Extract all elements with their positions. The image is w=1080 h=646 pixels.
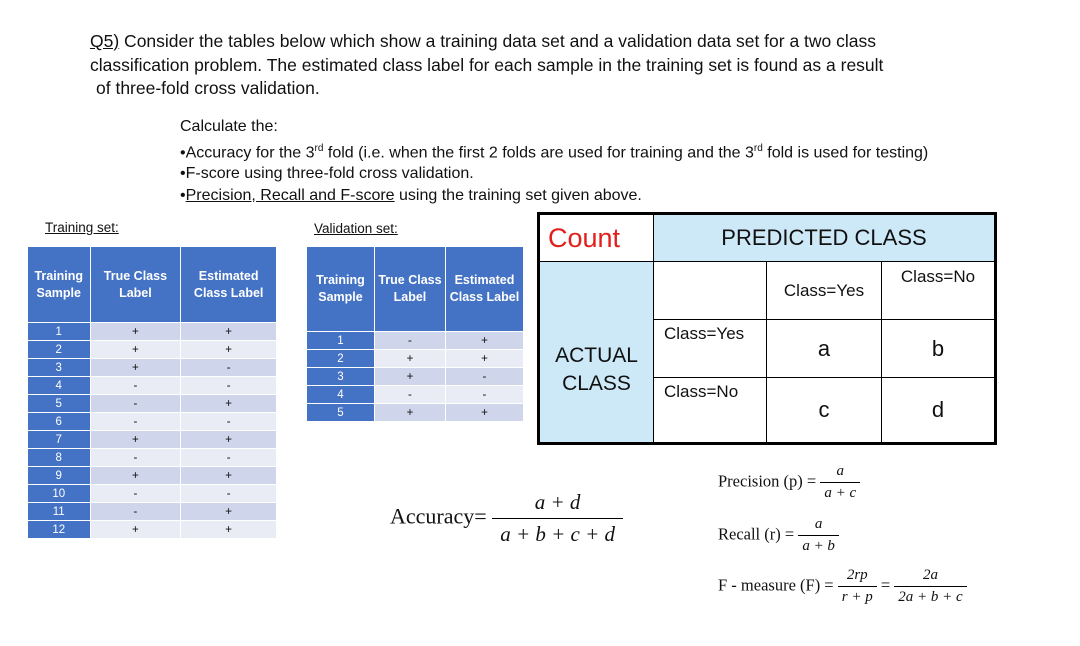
cell-b: b bbox=[882, 320, 996, 378]
predicted-yes-label: Class=Yes bbox=[767, 262, 882, 320]
actual-yes-label: Class=Yes bbox=[654, 320, 767, 378]
training-cell-true: + bbox=[90, 359, 181, 377]
accuracy-formula: Accuracy= $\frac{a + d}{a + b + c + d}$ bbox=[390, 490, 623, 547]
training-row bbox=[28, 395, 277, 413]
cell-c: c bbox=[767, 378, 882, 444]
validation-cell-true: - bbox=[374, 332, 445, 350]
confusion-matrix bbox=[537, 212, 997, 445]
training-cell-estimated: + bbox=[181, 395, 277, 413]
training-cell-sample: 4 bbox=[28, 377, 91, 395]
validation-row bbox=[307, 332, 524, 350]
task-list bbox=[180, 116, 928, 206]
task-bullet-precision: •Precision, Recall and F-score using the training set given above. bbox=[180, 186, 642, 204]
training-cell-estimated: + bbox=[181, 323, 277, 341]
f-measure-formula: F - measure (F) = $\frac{2rp}{r + p}$ = $\frac{2a}{2a + b + c}$ bbox=[718, 567, 967, 606]
accuracy-numerator: a + d bbox=[492, 490, 623, 519]
training-cell-estimated: - bbox=[181, 377, 277, 395]
training-header-estimated: Estimated Class Label bbox=[181, 247, 277, 323]
accuracy-denominator: a + b + c + d bbox=[500, 522, 616, 546]
training-row bbox=[28, 449, 277, 467]
task-bullet-fscore: •F-score using three-fold cross validation. bbox=[180, 165, 474, 183]
training-cell-true: + bbox=[90, 467, 181, 485]
training-cell-estimated: + bbox=[181, 341, 277, 359]
validation-row bbox=[307, 368, 524, 386]
training-cell-estimated: + bbox=[181, 521, 277, 539]
task-bullet-accuracy: •Accuracy for the 3rd fold (i.e. when the first 2 folds are used for training and the 3rd fold is used for testing) bbox=[180, 142, 929, 161]
training-cell-estimated: + bbox=[181, 503, 277, 521]
training-row bbox=[28, 341, 277, 359]
validation-set-caption: Validation set: bbox=[314, 221, 398, 236]
training-cell-estimated: - bbox=[181, 413, 277, 431]
validation-cell-estimated: - bbox=[445, 368, 523, 386]
training-cell-sample: 7 bbox=[28, 431, 91, 449]
validation-row bbox=[307, 386, 524, 404]
training-set-caption: Training set: bbox=[45, 220, 119, 235]
training-row bbox=[28, 377, 277, 395]
validation-cell-true: + bbox=[374, 368, 445, 386]
training-cell-estimated: - bbox=[181, 359, 277, 377]
training-cell-estimated: - bbox=[181, 449, 277, 467]
training-cell-sample: 9 bbox=[28, 467, 91, 485]
training-cell-sample: 1 bbox=[28, 323, 91, 341]
training-cell-sample: 2 bbox=[28, 341, 91, 359]
training-cell-estimated: - bbox=[181, 485, 277, 503]
task-intro: Calculate the: bbox=[180, 118, 278, 135]
validation-cell-sample: 5 bbox=[307, 404, 375, 422]
validation-cell-sample: 1 bbox=[307, 332, 375, 350]
training-row bbox=[28, 485, 277, 503]
training-cell-estimated: + bbox=[181, 431, 277, 449]
validation-cell-estimated: - bbox=[445, 386, 523, 404]
training-cell-true: - bbox=[90, 503, 181, 521]
predicted-no-label: Class=No bbox=[882, 262, 996, 320]
training-row bbox=[28, 323, 277, 341]
training-row bbox=[28, 359, 277, 377]
question-line-1: Consider the tables below which show a training data set and a validation data set for a two class bbox=[119, 31, 877, 51]
validation-cell-sample: 4 bbox=[307, 386, 375, 404]
training-table bbox=[27, 246, 277, 539]
training-row bbox=[28, 431, 277, 449]
validation-header-estimated: Estimated Class Label bbox=[445, 247, 523, 332]
question-line-3: of three-fold cross validation. bbox=[96, 78, 320, 98]
training-cell-true: + bbox=[90, 431, 181, 449]
training-row bbox=[28, 503, 277, 521]
validation-cell-true: - bbox=[374, 386, 445, 404]
training-header-true: True Class Label bbox=[90, 247, 181, 323]
training-cell-true: + bbox=[90, 521, 181, 539]
recall-formula: Recall (r) = $\frac{a}{a + b}$ bbox=[718, 516, 839, 555]
cell-a: a bbox=[767, 320, 882, 378]
training-cell-sample: 3 bbox=[28, 359, 91, 377]
training-row bbox=[28, 413, 277, 431]
validation-header-true: True Class Label bbox=[374, 247, 445, 332]
training-cell-true: - bbox=[90, 485, 181, 503]
training-cell-true: - bbox=[90, 413, 181, 431]
training-row bbox=[28, 521, 277, 539]
validation-cell-sample: 3 bbox=[307, 368, 375, 386]
validation-row bbox=[307, 404, 524, 422]
training-cell-true: - bbox=[90, 377, 181, 395]
training-cell-sample: 12 bbox=[28, 521, 91, 539]
cell-d: d bbox=[882, 378, 996, 444]
training-header-sample: Training Sample bbox=[28, 247, 91, 323]
validation-cell-true: + bbox=[374, 404, 445, 422]
training-cell-sample: 8 bbox=[28, 449, 91, 467]
training-cell-sample: 11 bbox=[28, 503, 91, 521]
validation-table bbox=[306, 246, 524, 422]
training-row bbox=[28, 467, 277, 485]
validation-cell-estimated: + bbox=[445, 404, 523, 422]
training-cell-true: + bbox=[90, 323, 181, 341]
actual-class-header: ACTUAL CLASS bbox=[539, 262, 654, 444]
validation-cell-true: + bbox=[374, 350, 445, 368]
training-cell-sample: 10 bbox=[28, 485, 91, 503]
actual-no-label: Class=No bbox=[654, 378, 767, 444]
validation-row bbox=[307, 350, 524, 368]
validation-cell-estimated: + bbox=[445, 332, 523, 350]
training-cell-true: - bbox=[90, 449, 181, 467]
precision-formula: Precision (p) = $\frac{a}{a + c}$ bbox=[718, 463, 860, 502]
question-number: Q5) bbox=[90, 31, 120, 51]
question-text bbox=[90, 30, 1050, 101]
question-line-2: classification problem. The estimated class label for each sample in the training set is found as a result bbox=[90, 54, 884, 75]
training-cell-true: - bbox=[90, 395, 181, 413]
training-cell-sample: 6 bbox=[28, 413, 91, 431]
training-cell-true: + bbox=[90, 341, 181, 359]
validation-header-sample: Training Sample bbox=[307, 247, 375, 332]
training-cell-sample: 5 bbox=[28, 395, 91, 413]
predicted-class-header: PREDICTED CLASS bbox=[654, 214, 996, 262]
count-label: Count bbox=[539, 214, 654, 262]
training-cell-estimated: + bbox=[181, 467, 277, 485]
validation-cell-estimated: + bbox=[445, 350, 523, 368]
validation-cell-sample: 2 bbox=[307, 350, 375, 368]
